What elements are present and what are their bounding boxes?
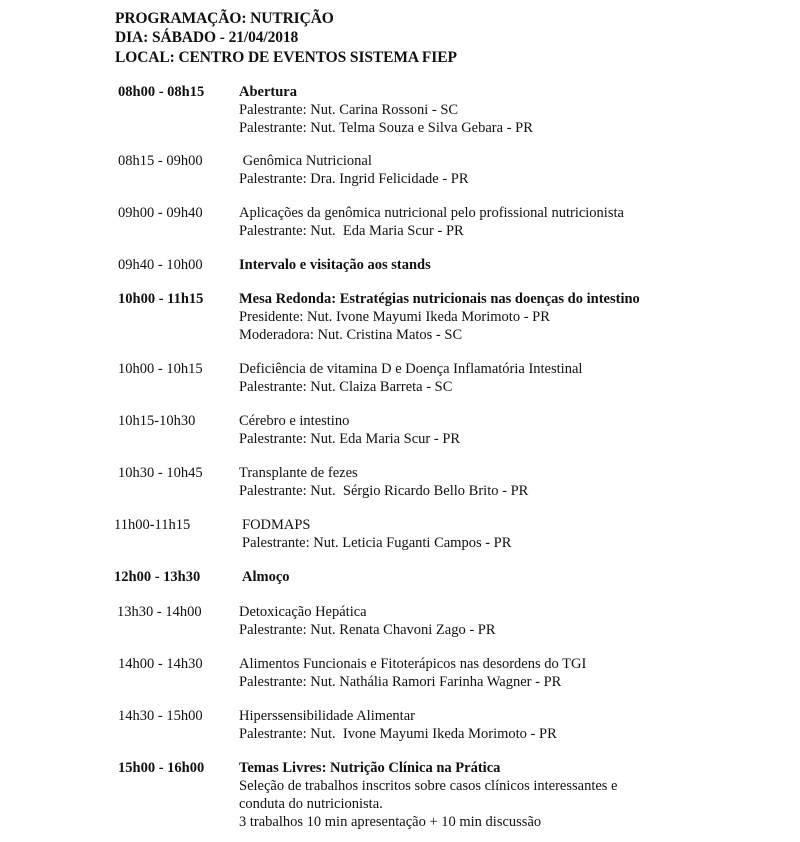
schedule-title: Intervalo e visitação aos stands — [239, 257, 431, 273]
schedule-time: 14h30 - 15h00 — [118, 708, 203, 724]
schedule-speaker: Palestrante: Nut. Ivone Mayumi Ikeda Morimoto - PR — [239, 726, 557, 742]
schedule-time: 12h00 - 13h30 — [114, 569, 201, 585]
schedule-title: Hiperssensibilidade Alimentar — [239, 708, 415, 724]
schedule-speaker: Palestrante: Nut. Leticia Fuganti Campos - PR — [242, 535, 512, 551]
schedule-moderator: Moderadora: Nut. Cristina Matos - SC — [239, 327, 463, 343]
schedule-speaker: Palestrante: Nut. Eda Maria Scur - PR — [239, 431, 461, 447]
schedule-speaker: Palestrante: Nut. Sérgio Ricardo Bello Brito - PR — [239, 483, 529, 499]
schedule-time: 15h00 - 16h00 — [118, 760, 205, 776]
schedule-title: Temas Livres: Nutrição Clínica na Prática — [239, 760, 501, 776]
schedule-time: 09h00 - 09h40 — [118, 205, 203, 221]
schedule-time: 09h40 - 10h00 — [118, 257, 203, 273]
schedule-title: Abertura — [239, 84, 297, 100]
schedule-time: 10h00 - 11h15 — [118, 291, 204, 307]
schedule-title: Aplicações da genômica nutricional pelo profissional nutricionista — [239, 205, 624, 221]
schedule-time: 13h30 - 14h00 — [117, 604, 202, 620]
schedule-title: Alimentos Funcionais e Fitoterápicos nas desordens do TGI — [239, 656, 587, 672]
schedule-title: Transplante de fezes — [239, 465, 358, 481]
program-title: PROGRAMAÇÃO: NUTRIÇÃO — [115, 10, 334, 27]
schedule-time: 14h00 - 14h30 — [118, 656, 203, 672]
schedule-time: 08h15 - 09h00 — [118, 153, 203, 169]
schedule-time: 10h30 - 10h45 — [118, 465, 203, 481]
schedule-title: Almoço — [242, 569, 290, 585]
schedule-speaker: Palestrante: Nut. Eda Maria Scur - PR — [239, 223, 464, 239]
schedule-speaker: Palestrante: Nut. Renata Chavoni Zago - PR — [239, 622, 496, 638]
schedule-description: Seleção de trabalhos inscritos sobre casos clínicos interessantes e — [239, 778, 618, 794]
schedule-description: conduta do nutricionista. — [239, 796, 383, 812]
schedule-time: 08h00 - 08h15 — [118, 84, 205, 100]
schedule-president: Presidente: Nut. Ivone Mayumi Ikeda Morimoto - PR — [239, 309, 550, 325]
schedule-title: Cérebro e intestino — [239, 413, 350, 429]
schedule-title: Genômica Nutricional — [239, 153, 372, 169]
schedule-speaker: Palestrante: Nut. Telma Souza e Silva Gebara - PR — [239, 120, 533, 136]
schedule-title: Mesa Redonda: Estratégias nutricionais nas doenças do intestino — [239, 291, 640, 307]
schedule-speaker: Palestrante: Dra. Ingrid Felicidade - PR — [239, 171, 469, 187]
schedule-speaker: Palestrante: Nut. Carina Rossoni - SC — [239, 102, 459, 118]
schedule-title: FODMAPS — [242, 517, 311, 533]
schedule-time: 11h00-11h15 — [114, 517, 191, 533]
schedule-speaker: Palestrante: Nut. Nathália Ramori Farinha Wagner - PR — [239, 674, 562, 690]
schedule-time: 10h00 - 10h15 — [118, 361, 203, 377]
event-day: DIA: SÁBADO - 21/04/2018 — [115, 29, 299, 46]
schedule-format: 3 trabalhos 10 min apresentação + 10 min discussão — [239, 814, 542, 830]
schedule-title: Deficiência de vitamina D e Doença Inflamatória Intestinal — [239, 361, 583, 377]
event-location: LOCAL: CENTRO DE EVENTOS SISTEMA FIEP — [115, 49, 457, 66]
schedule-speaker: Palestrante: Nut. Claiza Barreta - SC — [239, 379, 453, 395]
schedule-title: Detoxicação Hepática — [239, 604, 367, 620]
schedule-time: 10h15-10h30 — [118, 413, 196, 429]
